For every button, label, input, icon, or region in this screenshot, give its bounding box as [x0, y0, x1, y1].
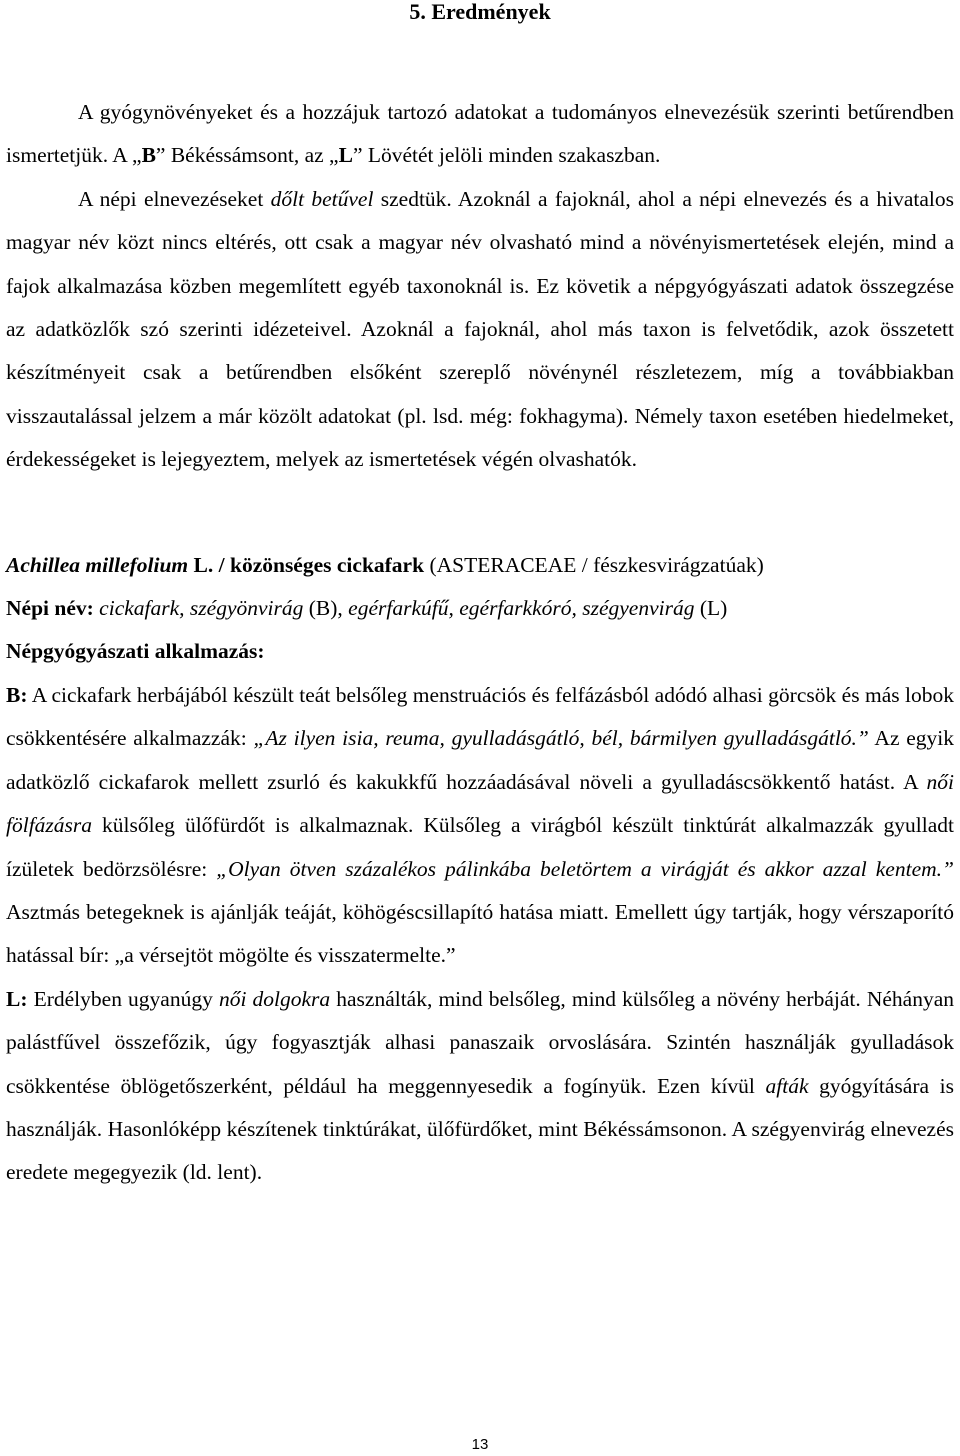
species-title	[6, 544, 954, 587]
folk-names-b: (B),	[303, 596, 349, 621]
section-heading: 5. Eredmények	[409, 0, 551, 24]
intro-p2-start: A népi elnevezéseket	[78, 186, 271, 211]
intro-p2-rest: szedtük. Azoknál a fajoknál, ahol a népi elnevezés és a hivatalos magyar név közt nincs eltérés, ott csak a magyar név olvasható mind a növényismertetések elején, mind a fajok alkalmazása közben megemlített egyéb taxonoknál is. Ez követik a népgyógyászati adatok összegzése az adatközlők szó szerinti idézeteivel. Azoknál a fajoknál, ahol más taxon is felvetődik, azok összetett készítményeit csak a betűrendben elsőként szereplő növénynél részletezem, míg a továbbiakban visszautalással jelzem a már közölt adatokat (pl. lsd. még: fokhagyma). Némely taxon esetében hiedelmeket, érdekességeket is lejegyeztem, melyek az ismertetések végén olvashatók.	[6, 186, 954, 472]
intro-text-1: A gyógynövényeket és a hozzájuk tartozó adatokat a tudományos elnevezésük szerinti betűrendben ismertetjük. A „	[6, 100, 954, 168]
folk-names-l: (L)	[694, 596, 728, 621]
l-italic-2: afták	[765, 1073, 809, 1098]
folk-names-line	[6, 587, 954, 630]
species-family: (ASTERACEAE / fészkesvirágzatúak)	[424, 552, 764, 577]
intro-text-2: ” Békéssámsont, az „	[155, 143, 339, 168]
b-label: B:	[6, 682, 28, 707]
species-hungarian-name: közönséges cickafark	[229, 552, 425, 577]
folk-names-label: Népi név:	[6, 596, 94, 621]
species-latin-name: Achillea millefolium	[6, 552, 189, 577]
b-quote-1: „Az ilyen isia, reuma, gyulladásgátló, bél, bármilyen gyulladásgátló.”	[253, 726, 869, 751]
folk-medicine-label: Népgyógyászati alkalmazás:	[6, 639, 265, 664]
folk-names-3: egérfarkúfű, egérfarkkóró, szégyenvirág	[348, 596, 695, 621]
page-number: 13	[471, 1436, 489, 1453]
b-text-1: A cickafark herbájából készült teát belsőleg menstruációs és felfázásból adódó alhasi görcsök és más lobok csökkentésére alkalmazzák:	[6, 682, 954, 751]
species-separator: /	[213, 552, 230, 577]
folk-names-1: cickafark,	[93, 596, 185, 621]
lovete-paragraph	[6, 978, 954, 1195]
b-italic-2: női fölfázásra	[6, 769, 954, 838]
intro-p2-italic: dőlt betűvel	[270, 186, 374, 211]
l-text-1: Erdélyben ugyanúgy	[27, 986, 219, 1011]
document-page	[6, 0, 954, 1195]
intro-paragraph-1	[6, 91, 954, 178]
intro-text-3: ” Lövétét jelöli minden szakaszban.	[352, 143, 661, 168]
l-text-2: használták, mind belsőleg, mind külsőleg a növény herbáját. Néhányan palástfűvel összefőzik, úgy fogyasztják alhasi panaszaik orvoslására. Szintén használják gyulladások csökkentése öblögetőszerként, például ha meggennyesedik a fogínyük. Ezen kívül	[6, 986, 954, 1098]
b-text-2: Az egyik adatközlő cickafarok mellett zsurló és kakukkfű hozzáadásával növeli a gyulladáscsökkentő hatást. A	[6, 726, 955, 794]
intro-l-marker: L	[338, 143, 353, 168]
l-italic-1: női dolgokra	[218, 986, 331, 1011]
l-text-3: gyógyítására is használják. Hasonlóképp készítenek tinktúrákat, ülőfürdőket, mint Békéssámsonon. A szégyenvirág elnevezés eredete megegyezik (ld. lent).	[6, 1073, 954, 1185]
b-quote-2: „Olyan ötven százalékos pálinkába beletörtem a virágját és akkor azzal kentem.”	[216, 856, 954, 881]
bekessamson-paragraph	[6, 674, 954, 978]
species-author: L.	[188, 552, 214, 577]
b-text-4: Asztmás betegeknek is ajánlják teáját, köhögéscsillapító hatása miatt. Emellett úgy tartják, hogy vérszaporító hatással bír: „a vérsejtöt mögölte és visszatermelte.”	[6, 899, 954, 968]
intro-paragraph-2	[6, 178, 954, 482]
b-text-3: külsőleg ülőfürdőt is alkalmaznak. Külsőleg a virágból készült tinktúrát alkalmazzák gyulladt ízületek bedörzsölésre:	[6, 813, 954, 881]
folk-names-2: szégyönvirág	[184, 596, 304, 621]
intro-b-marker: B	[141, 143, 156, 168]
l-label: L:	[6, 986, 28, 1011]
